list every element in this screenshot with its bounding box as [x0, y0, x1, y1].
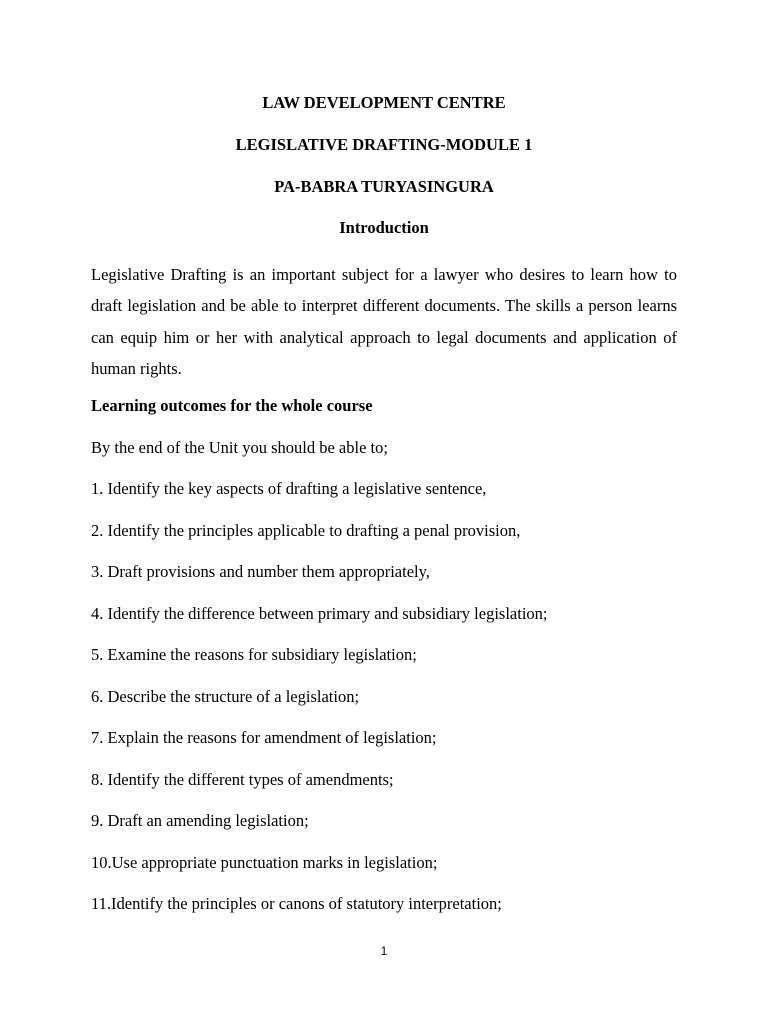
list-item: 6. Describe the structure of a legislation; — [91, 686, 360, 706]
list-item: 10.Use appropriate punctuation marks in legislation; — [91, 852, 438, 872]
list-item: 9. Draft an amending legislation; — [91, 811, 309, 830]
list-item: 11.Identify the principles or canons of statutory interpretation; — [91, 894, 502, 913]
learning-outcomes-lead: By the end of the Unit you should be able to; — [91, 438, 388, 457]
author-heading: PA-BABRA TURYASINGURA — [274, 177, 494, 196]
list-item: 5. Examine the reasons for subsidiary legislation; — [91, 645, 417, 664]
learning-outcomes-list — [91, 479, 548, 936]
list-item: 4. Identify the difference between primary and subsidiary legislation; — [91, 603, 548, 623]
page-number: 1 — [380, 944, 388, 958]
list-item: 3. Draft provisions and number them appropriately, — [91, 562, 430, 581]
list-item: 1. Identify the key aspects of drafting a legislative sentence, — [91, 479, 487, 498]
list-item: 7. Explain the reasons for amendment of legislation; — [91, 728, 437, 747]
learning-outcomes-heading: Learning outcomes for the whole course — [91, 396, 373, 415]
list-item: 2. Identify the principles applicable to drafting a penal provision, — [91, 520, 521, 540]
institution-heading: LAW DEVELOPMENT CENTRE — [262, 93, 506, 112]
introduction-paragraph: Legislative Drafting is an important subject for a lawyer who desires to learn how to draft legislation and be able to interpret different documents. The skills a person learns can equip him or her with analytical approach to legal documents and application of human rights. — [91, 265, 677, 378]
list-item: 8. Identify the different types of amendments; — [91, 769, 394, 789]
module-heading: LEGISLATIVE DRAFTING-MODULE 1 — [235, 135, 533, 154]
section-title: Introduction — [339, 218, 429, 237]
